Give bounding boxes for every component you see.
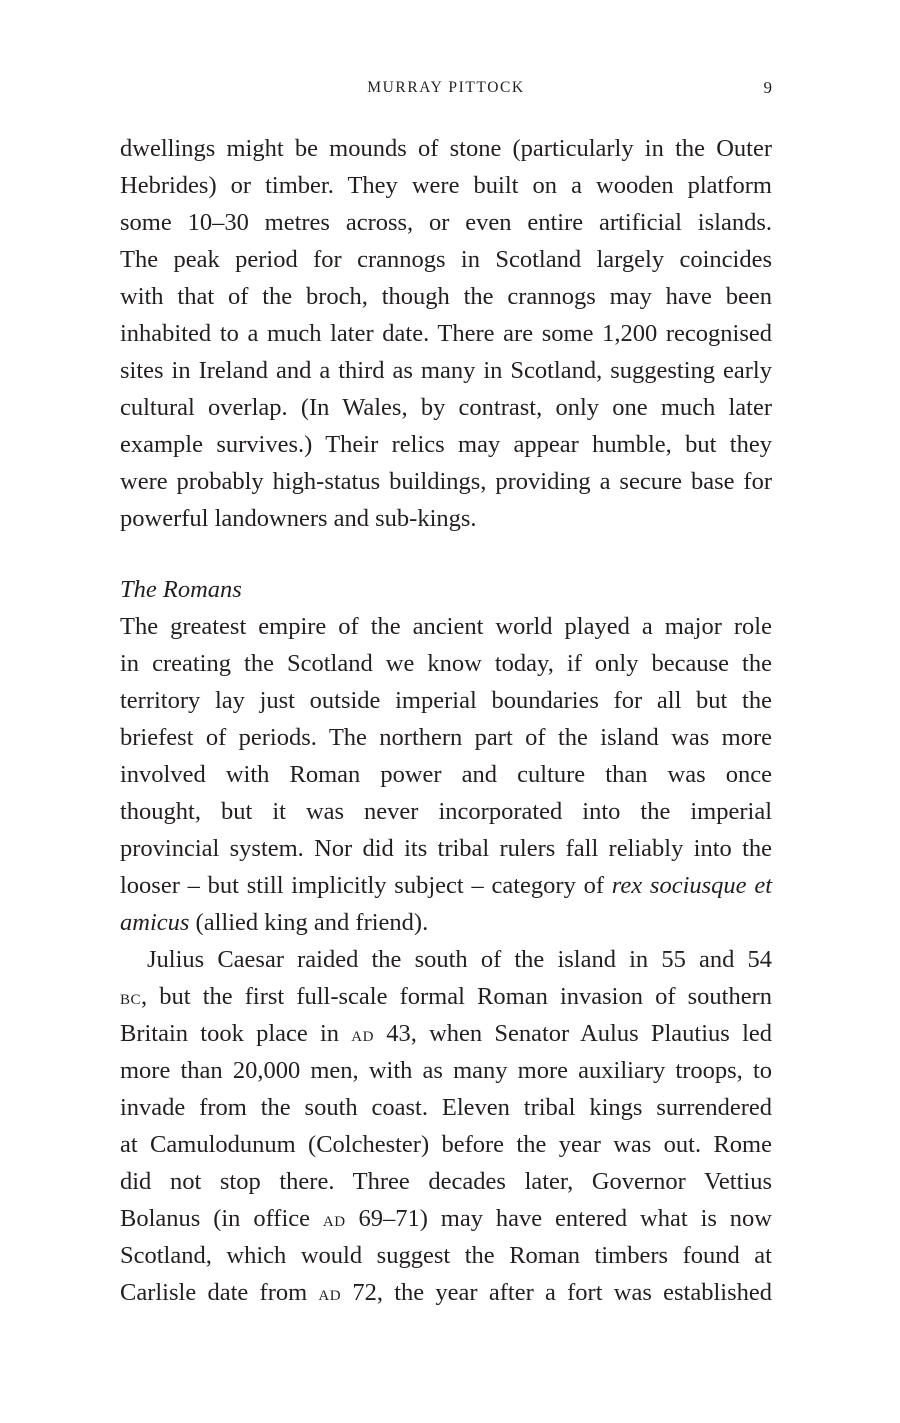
paragraph bbox=[120, 608, 772, 941]
text-line: example survives.) Their relics may appear humble, but they bbox=[120, 431, 772, 458]
running-head-author: MURRAY PITTOCK bbox=[367, 79, 525, 96]
text-run: 43, when Senator Aulus Plautius led bbox=[373, 1020, 772, 1047]
text-run: looser – but still implicitly subject – category of bbox=[120, 872, 612, 899]
text-line bbox=[120, 1015, 772, 1052]
text-run: 69–71) may have entered what is now bbox=[345, 1205, 773, 1232]
era-abbreviation: ad bbox=[351, 1022, 374, 1046]
text-line: briefest of periods. The northern part of the island was more bbox=[120, 724, 772, 751]
era-abbreviation: bc bbox=[120, 985, 142, 1009]
text-line: in creating the Scotland we know today, if only because the bbox=[120, 650, 772, 677]
latin-phrase: rex sociusque et bbox=[611, 872, 772, 899]
text-line bbox=[120, 904, 772, 941]
text-line: provincial system. Nor did its tribal rulers fall reliably into the bbox=[120, 835, 772, 862]
text-run: (allied king and friend). bbox=[189, 909, 429, 936]
text-run: Britain took place in bbox=[120, 1020, 352, 1047]
text-line: involved with Roman power and culture than was once bbox=[120, 761, 772, 788]
paragraph bbox=[120, 130, 772, 537]
text-line: The peak period for crannogs in Scotland largely coincides bbox=[120, 246, 772, 273]
text-line: did not stop there. Three decades later, Governor Vettius bbox=[120, 1168, 772, 1195]
text-line: The greatest empire of the ancient world played a major role bbox=[120, 613, 772, 640]
text-run: Bolanus (in office bbox=[120, 1205, 323, 1232]
section-gap bbox=[120, 537, 772, 571]
text-line bbox=[120, 1274, 772, 1311]
paragraph bbox=[120, 941, 772, 1311]
era-abbreviation: ad bbox=[322, 1207, 346, 1231]
text-line: dwellings might be mounds of stone (particularly in the Outer bbox=[120, 135, 772, 162]
text-line: at Camulodunum (Colchester) before the year was out. Rome bbox=[120, 1131, 772, 1158]
text-line: thought, but it was never incorporated into the imperial bbox=[120, 798, 772, 825]
text-line: Scotland, which would suggest the Roman timbers found at bbox=[120, 1242, 772, 1269]
text-line: with that of the broch, though the crannogs may have been bbox=[120, 283, 772, 310]
era-abbreviation: ad bbox=[318, 1281, 342, 1305]
body-text bbox=[120, 130, 772, 1311]
text-line: more than 20,000 men, with as many more auxiliary troops, to bbox=[120, 1057, 772, 1084]
running-head bbox=[120, 77, 772, 101]
text-line: inhabited to a much later date. There are some 1,200 recognised bbox=[120, 320, 772, 347]
text-line: some 10–30 metres across, or even entire artificial islands. bbox=[120, 209, 772, 236]
page-number: 9 bbox=[763, 78, 772, 97]
text-run: Carlisle date from bbox=[120, 1279, 319, 1306]
text-run: , but the first full-scale formal Roman invasion of southern bbox=[141, 983, 772, 1010]
text-line: Hebrides) or timber. They were built on a wooden platform bbox=[120, 172, 772, 199]
text-run: 72, the year after a fort was established bbox=[341, 1279, 772, 1306]
text-line bbox=[120, 867, 772, 904]
text-line: were probably high-status buildings, providing a secure base for bbox=[120, 468, 772, 495]
text-line bbox=[120, 1200, 772, 1237]
text-line: territory lay just outside imperial boundaries for all but the bbox=[120, 687, 772, 714]
text-line: powerful landowners and sub-kings. bbox=[120, 505, 477, 532]
latin-phrase: amicus bbox=[120, 909, 190, 936]
text-line: sites in Ireland and a third as many in Scotland, suggesting early bbox=[120, 357, 772, 384]
section-heading: The Romans bbox=[120, 576, 242, 603]
text-line: invade from the south coast. Eleven tribal kings surrendered bbox=[120, 1094, 772, 1121]
text-line bbox=[120, 978, 772, 1015]
text-line: Julius Caesar raided the south of the island in 55 and 54 bbox=[147, 946, 772, 973]
text-line: cultural overlap. (In Wales, by contrast, only one much later bbox=[120, 394, 772, 421]
